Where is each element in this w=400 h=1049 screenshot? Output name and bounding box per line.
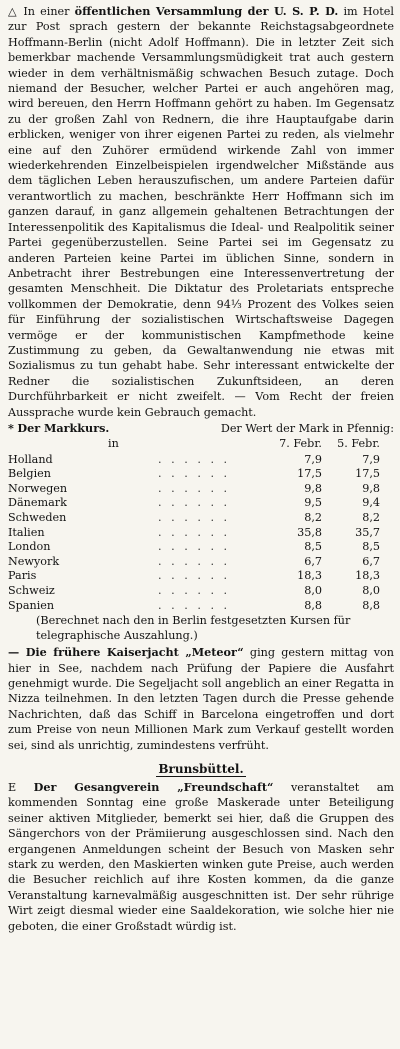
rate-value-current: 17,5 (297, 467, 322, 481)
markkurs-subtitle: Der Wert der Mark in Pfennig: (220, 421, 394, 435)
article-lead: — Die frühere Kaiserjacht „Meteor“ (8, 645, 244, 660)
rate-value-current: 8,2 (304, 510, 322, 524)
date-header-2: 5. Febr. (337, 436, 380, 450)
table-row (8, 584, 394, 599)
leader-dots: . . . . . . (158, 554, 231, 568)
leader-dots: . . . . . . (158, 510, 231, 524)
table-row (8, 467, 394, 482)
article-body: veranstaltet am kommenden Sonntag eine große Maskerade unter Beteiligung seiner aktiven Mitglieder, bemerkt sei hier, daß die Gruppen des Sängerchors von der Prämiierung ausgeschlossen sind. Nach den ergangenen Anmeldungen scheint der Besuch von Masken sehr stark zu werden, den Maskierten winken gute Preise, auch werden die Besucher reichlich auf ihre Kosten kommen, da die ganze Veranstaltung karnevalmäßig ausgeschnitten ist. Der sehr rührige Wirt zeigt diesmal wieder eine Saaldekoration, wie solche hier nie geboten, die einer Großstadt würdig ist. (8, 780, 394, 933)
section-heading (8, 758, 394, 780)
article-body: im Hotel zur Post sprach gestern der bekannte Reichstagsabgeordnete Hoffmann-Berlin (nicht Adolf Hoffmann). Die in letzter Zeit sich bemerkbar machende Versammlungsmüdigkeit trat auch gestern wieder in dem verhältnismäßig schwachen Besuch zutage. Doch niemand der Besucher, welcher Partei er auch angehören mag, wird bereuen, den Herrn Hoffmann gehört zu haben. Im Gegensatz zu der großen Zahl von Rednern, die ihre Hauptaufgabe darin erblicken, weniger von ihrer eigenen Partei zu reden, als vielmehr eine auf den Zuhörer ermüdend wirkende Zahl von immer wiederkehrenden Einzelbeispielen irgendwelcher Mißstände aus dem täglichen Leben herauszufischen, um andere Parteien dafür verantwortlich zu machen, beschränkte Herr Hoffmann sich im ganzen darauf, in ganz allgemein gehaltenen Betrachtungen der Interessenpolitik des Kapitalismus die Ideal- und Realpolitik seiner Partei gegenüberzustellen. Seine Partei sei im Gegensatz zu anderen Parteien keine Partei im üblichen Sinne, sondern in Anbetracht ihrer Bestrebungen eine Interessenvertretung der gesamten Menschheit. Die Diktatur des Proletariats entspreche vollkommen der Demokratie, denn 94⅓ Prozent des Volkes seien für Einführung der sozialistischen Wirtschaftsweise Dagegen vermöge er der kommunistischen Kampfmethode keine Zustimmung zu geben, da Gewaltanwendung nie etwas mit Sozialismus zu tun gehabt habe. Sehr interessant entwickelte der Redner die sozialistischen Zukunftsideen, an deren Durchführbarkeit er nicht zweifelt. — Vom Recht der freien Aussprache wurde kein Gebrauch gemacht. (8, 5, 394, 419)
rate-value-current: 8,8 (304, 598, 322, 612)
rate-value-previous: 8,5 (362, 540, 380, 554)
rate-value-current: 35,8 (297, 525, 322, 539)
section-title: Brunsbüttel. (158, 761, 244, 776)
table-row (8, 599, 394, 614)
article-marker: E (8, 780, 17, 794)
country-name: Schweiz (8, 583, 55, 597)
rate-value-current: 6,7 (304, 554, 322, 568)
rate-value-previous: 8,2 (362, 510, 380, 524)
table-row (8, 453, 394, 468)
article-body: ging gestern mittag von hier in See, nachdem nach Prüfung der Papiere die Ausfahrt genehmigt wurde. Die Segeljacht soll angeblich an einer Regatta in Nizza teilnehmen. In den letzten Tagen durch die Presse gehende Nachrichten, daß das Schiff in Barcelona eingetroffen und dort zum Preise von neun Millionen Mark zum Verkauf gestellt worden sei, sind als unrichtig, zumindestens verfrüht. (8, 646, 394, 752)
article-headline: öffentlichen Versammlung der U. S. P. D. (74, 4, 339, 18)
table-row (8, 496, 394, 511)
rate-value-previous: 9,8 (362, 481, 380, 495)
leader-dots: . . . . . . (158, 540, 231, 554)
markkurs-marker: * (8, 420, 14, 435)
rate-value-current: 9,5 (304, 496, 322, 510)
country-name: Paris (8, 569, 37, 583)
rate-value-current: 8,0 (304, 583, 322, 597)
table-row (8, 555, 394, 570)
markkurs-note: (Berechnet nach den in Berlin festgesetzten Kursen für telegraphische Auszahlung.) (36, 614, 351, 643)
country-name: Norwegen (8, 481, 68, 495)
country-name: Newyork (8, 554, 60, 568)
leader-dots: . . . . . . (158, 598, 231, 612)
country-name: Dänemark (8, 496, 67, 510)
rate-value-previous: 17,5 (355, 467, 380, 481)
rate-value-previous: 35,7 (355, 525, 380, 539)
article-gesangverein (8, 780, 394, 934)
article-meteor (8, 645, 394, 753)
rate-value-previous: 7,9 (362, 452, 380, 466)
article-lead: Der Gesangverein „Freundschaft“ (33, 779, 274, 794)
markkurs-header (8, 421, 394, 436)
leader-dots: . . . . . . (158, 525, 231, 539)
rate-value-current: 7,9 (304, 452, 322, 466)
rate-value-previous: 8,0 (362, 583, 380, 597)
country-name: Schweden (8, 510, 67, 524)
table-row (8, 511, 394, 526)
rate-value-previous: 6,7 (362, 554, 380, 568)
article-marker: △ (8, 5, 19, 18)
markkurs-title: Der Markkurs. (17, 420, 110, 435)
in-label: in (108, 436, 119, 450)
exchange-rate-table (8, 436, 394, 613)
rate-value-previous: 9,4 (362, 496, 380, 510)
rate-rows (8, 453, 394, 614)
leader-dots: . . . . . . (158, 481, 231, 495)
leader-dots: . . . . . . (158, 452, 231, 466)
article-versammlung (8, 4, 394, 420)
leader-dots: . . . . . . (158, 583, 231, 597)
country-name: London (8, 540, 51, 554)
table-row (8, 540, 394, 555)
article-lead: In einer (23, 5, 70, 18)
rate-value-current: 18,3 (297, 569, 322, 583)
leader-dots: . . . . . . (158, 496, 231, 510)
country-name: Belgien (8, 467, 51, 481)
country-name: Spanien (8, 598, 55, 612)
table-row (8, 569, 394, 584)
markkurs-section (8, 421, 394, 643)
date-header-1: 7. Febr. (279, 436, 322, 450)
leader-dots: . . . . . . (158, 569, 231, 583)
country-name: Italien (8, 525, 45, 539)
rate-value-previous: 18,3 (355, 569, 380, 583)
rate-value-current: 8,5 (304, 540, 322, 554)
rate-value-previous: 8,8 (362, 598, 380, 612)
leader-dots: . . . . . . (158, 467, 231, 481)
table-row (8, 482, 394, 497)
country-name: Holland (8, 452, 53, 466)
table-row (8, 526, 394, 541)
rate-value-current: 9,8 (304, 481, 322, 495)
table-header-row (8, 436, 394, 453)
